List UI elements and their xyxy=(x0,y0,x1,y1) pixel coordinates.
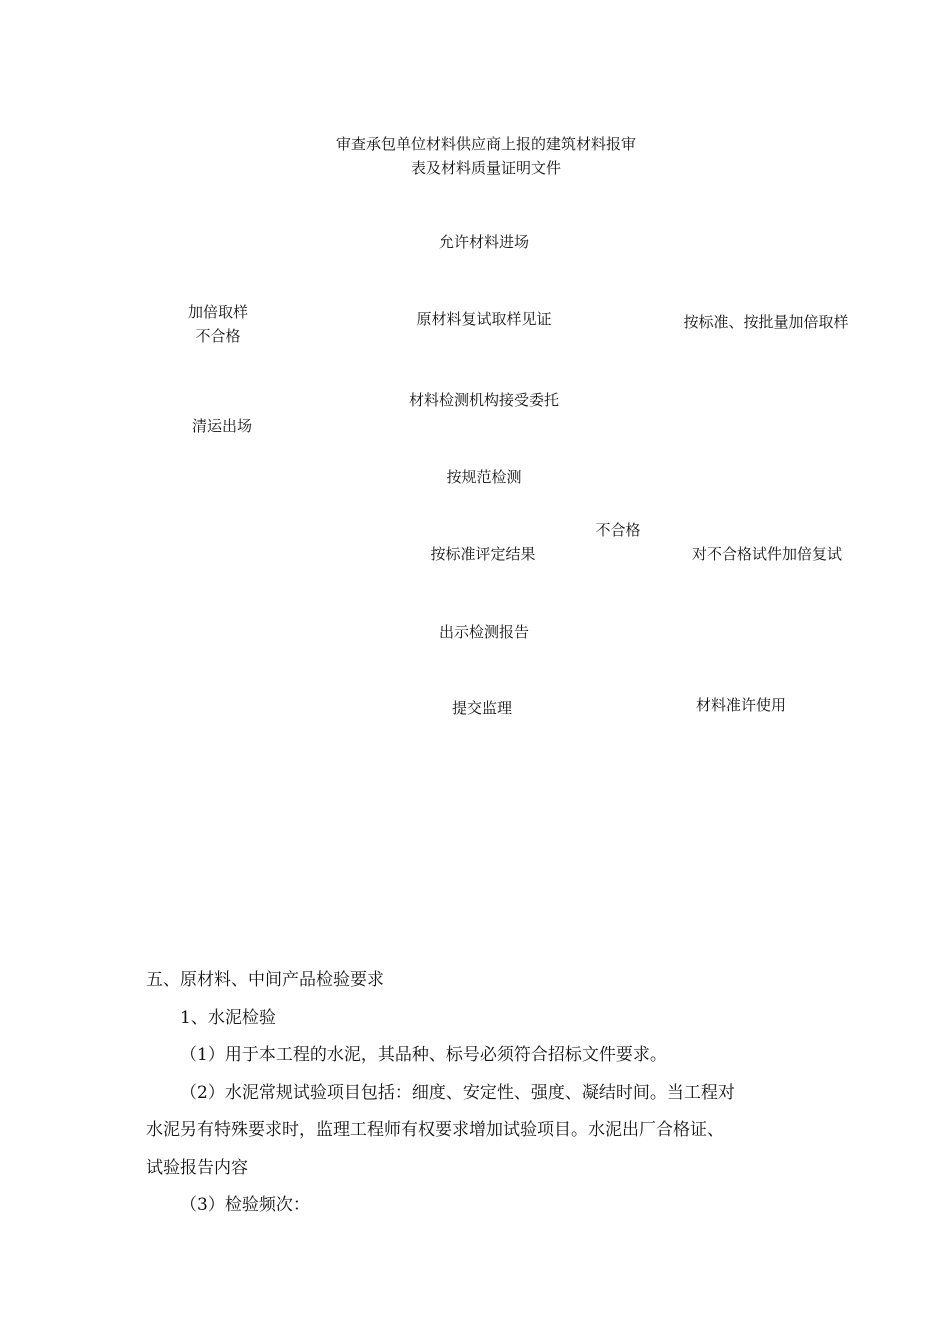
flow-node-double-sampling-standard: 按标准、按批量加倍取样 xyxy=(683,313,849,331)
section-heading: 五、原材料、中间产品检验要求 xyxy=(146,970,384,990)
paragraph-item-1: （1）用于本工程的水泥，其品种、标号必须符合招标文件要求。 xyxy=(180,1045,667,1065)
flow-node-text: 不合格 xyxy=(195,327,241,345)
flow-node-test-by-spec: 按规范检测 xyxy=(446,468,522,486)
inspection-requirements-section xyxy=(146,962,826,1225)
paragraph-item-2-line-1: （2）水泥常规试验项目包括：细度、安定性、强度、凝结时间。当工程对 xyxy=(180,1082,735,1103)
flow-node-text: 加倍取样 xyxy=(187,303,249,321)
flow-node-review-documents xyxy=(336,132,636,180)
flow-node-clear-out: 清运出场 xyxy=(191,417,253,435)
flow-node-retest-sampling: 原材料复试取样见证 xyxy=(416,310,552,328)
flow-node-material-approved: 材料准许使用 xyxy=(695,696,787,714)
paragraph-item-2-line-3: 试验报告内容 xyxy=(146,1157,248,1178)
flow-label-fail: 不合格 xyxy=(595,521,641,539)
paragraph-item-3: （3）检验频次： xyxy=(180,1195,310,1215)
flow-node-retest-failed: 对不合格试件加倍复试 xyxy=(691,545,843,563)
flow-node-allow-entry: 允许材料进场 xyxy=(438,233,530,251)
flow-node-double-sampling-fail xyxy=(188,300,248,348)
flow-node-text: 表及材料质量证明文件 xyxy=(410,159,562,177)
sub-heading: 1、水泥检验 xyxy=(180,1007,276,1028)
flow-node-text: 审查承包单位材料供应商上报的建筑材料报审 xyxy=(335,135,637,153)
flow-node-evaluate-results: 按标准评定结果 xyxy=(430,545,536,563)
flow-node-submit-supervision: 提交监理 xyxy=(451,699,513,717)
flow-node-lab-accepts: 材料检测机构接受委托 xyxy=(408,391,560,409)
flow-node-issue-report: 出示检测报告 xyxy=(438,623,530,641)
paragraph-item-2-line-2: 水泥另有特殊要求时，监理工程师有权要求增加试验项目。水泥出厂合格证、 xyxy=(146,1120,724,1140)
